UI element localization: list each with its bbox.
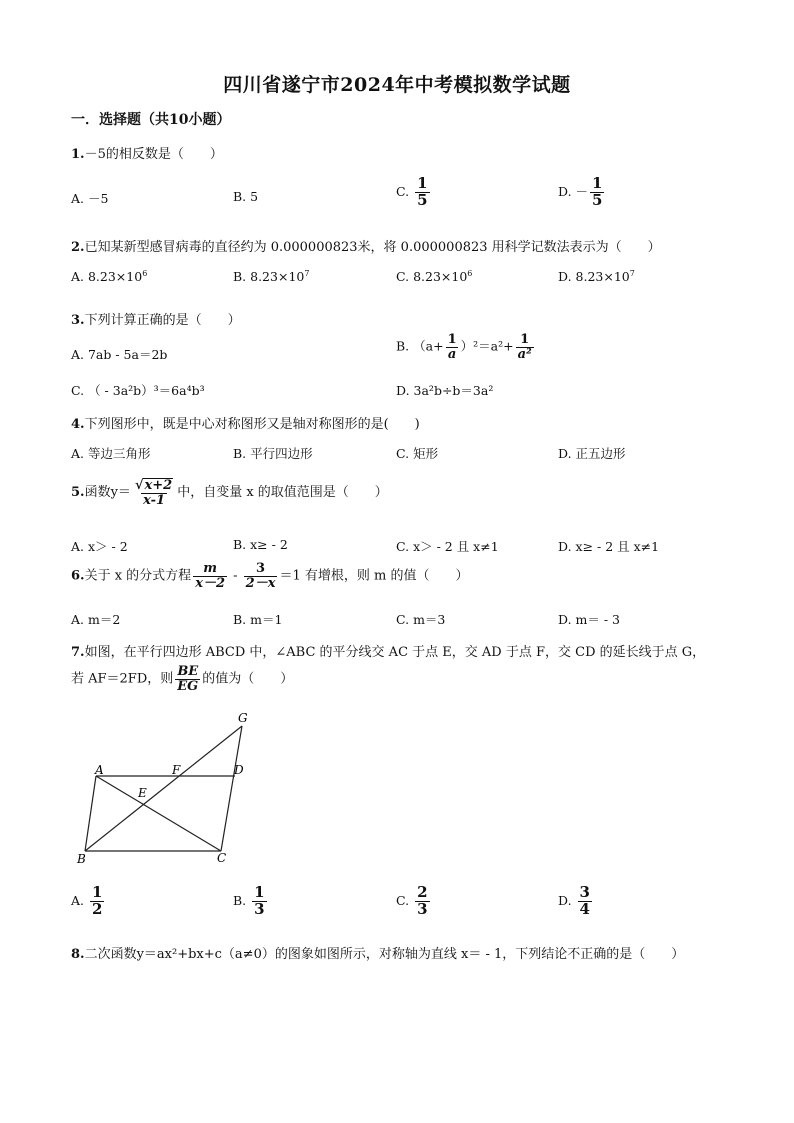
point-label-f: F — [172, 763, 181, 777]
numerator: 2 — [417, 883, 428, 901]
numerator: BE — [177, 664, 199, 679]
option-c — [396, 176, 432, 209]
denominator: 5 — [417, 190, 428, 209]
option-c: C. 矩形 — [396, 446, 439, 461]
denominator: a — [447, 346, 457, 362]
question-text: －5的相反数是（ ） — [84, 147, 223, 162]
option-d — [558, 176, 606, 209]
denominator: 2－x — [245, 575, 276, 591]
question-7 — [71, 641, 705, 660]
question-1 — [71, 143, 223, 162]
segment-ac — [96, 776, 221, 851]
question-number: 4. — [71, 417, 85, 432]
option-b: B. m＝1 — [233, 612, 283, 627]
question-text: 下列计算正确的是（ ） — [84, 313, 241, 328]
question-3 — [71, 309, 241, 328]
numerator: 3 — [256, 561, 266, 576]
exponent: 7 — [629, 269, 635, 278]
option-d: D. 3a²b÷b＝3a² — [396, 383, 494, 398]
segment-ab — [85, 776, 96, 851]
option-text: C. 8.23×10 — [396, 269, 468, 285]
option-a: A. 7ab - 5a＝2b — [71, 347, 168, 362]
question-number: 1. — [71, 147, 85, 162]
option-c: C. x＞ - 2 且 x≠1 — [396, 539, 499, 554]
option-d — [558, 269, 635, 284]
fraction — [578, 885, 592, 918]
question-text: 中，自变量 x 的取值范围是（ ） — [177, 485, 388, 501]
denominator: EG — [177, 678, 199, 694]
fraction — [590, 176, 604, 209]
question-text: 函数y＝ — [84, 485, 131, 501]
option-text: B. 8.23×10 — [233, 269, 305, 285]
fraction — [90, 885, 104, 918]
question-text: 已知某新型感冒病毒的直径约为 0.000000823米，将 0.000000823 用科学记数法表示为（ ） — [84, 240, 661, 255]
fraction — [193, 562, 227, 590]
denominator: x－2 — [195, 575, 225, 591]
option-a: A. －5 — [71, 191, 109, 206]
question-text: 关于 x 的分式方程 — [84, 568, 192, 584]
option-d — [558, 885, 594, 918]
question-text: ＝1 有增根，则 m 的值（ ） — [279, 568, 469, 584]
denominator: x-1 — [143, 492, 166, 508]
question-text: 的值为（ ） — [202, 671, 294, 687]
point-label-d: D — [234, 763, 244, 777]
denominator: 2 — [92, 899, 103, 918]
point-label-a: A — [95, 763, 104, 777]
numerator: 1 — [417, 174, 428, 192]
question-7-line-2 — [71, 665, 293, 693]
option-b — [233, 885, 269, 918]
numerator: 3 — [579, 883, 590, 901]
numerator: 1 — [447, 332, 457, 347]
fraction — [175, 665, 200, 693]
exponent: 6 — [467, 269, 473, 278]
fraction — [516, 333, 534, 361]
option-a: A. x＞ - 2 — [71, 539, 128, 554]
minus-sign: - — [228, 568, 242, 584]
numerator: m — [203, 561, 217, 576]
option-b: B. 5 — [233, 189, 259, 204]
option-text: ）²＝a²+ — [460, 338, 514, 354]
option-a: A. 等边三角形 — [71, 446, 151, 461]
denominator: 4 — [579, 899, 590, 918]
question-text: 下列图形中，既是中心对称图形又是轴对称图形的是( ) — [84, 417, 420, 432]
point-label-g: G — [238, 711, 248, 725]
option-c: C. （ - 3a²b）³＝6a⁴b³ — [71, 383, 205, 398]
exponent: 7 — [304, 269, 310, 278]
page-title: 四川省遂宁市2024年中考模拟数学试题 — [223, 74, 571, 96]
fraction — [252, 885, 266, 918]
fraction — [415, 885, 429, 918]
option-label: A. — [71, 892, 85, 908]
question-number: 5. — [71, 485, 85, 501]
segment-cg — [221, 726, 242, 851]
section-heading: 一．选择题（共10小题） — [71, 112, 231, 128]
question-text: 如图，在平行四边形 ABCD 中，∠ABC 的平分线交 AC 于点 E，交 AD 于点 F，交 CD 的延长线于点 G， — [84, 645, 706, 660]
question-number: 7. — [71, 645, 85, 660]
question-5 — [71, 478, 388, 507]
option-d: D. m＝ - 3 — [558, 612, 620, 627]
option-a — [71, 269, 147, 284]
denominator: 3 — [417, 899, 428, 918]
radicand: x+2 — [144, 478, 173, 493]
fraction — [415, 176, 429, 209]
option-b: B. x≥ - 2 — [233, 537, 288, 552]
segment-bg — [85, 726, 242, 851]
option-label: B. — [233, 892, 247, 908]
point-label-c: C — [217, 851, 227, 865]
option-label: D. — [558, 892, 572, 908]
question-number: 6. — [71, 568, 85, 584]
parallelogram-figure — [60, 705, 270, 870]
fraction — [133, 478, 175, 507]
point-label-b: B — [77, 852, 86, 866]
question-number: 2. — [71, 240, 85, 255]
option-text: B. （a+ — [396, 338, 444, 354]
option-text: A. 8.23×10 — [71, 269, 143, 285]
denominator: 5 — [592, 190, 603, 209]
numerator: 1 — [592, 174, 603, 192]
question-number: 8. — [71, 947, 85, 962]
numerator: √x+2 — [134, 478, 173, 493]
option-a — [71, 885, 106, 918]
option-d: D. 正五边形 — [558, 446, 626, 461]
option-c — [396, 885, 432, 918]
option-c — [396, 269, 472, 284]
option-b — [396, 333, 536, 361]
option-c: C. m＝3 — [396, 612, 446, 627]
option-b: B. 平行四边形 — [233, 446, 313, 461]
denominator: a² — [517, 346, 532, 362]
option-label: C. — [396, 892, 410, 908]
option-b — [233, 269, 309, 284]
point-label-e: E — [138, 786, 147, 800]
option-text: D. 8.23×10 — [558, 269, 630, 285]
numerator: 1 — [520, 332, 530, 347]
option-a: A. m＝2 — [71, 612, 121, 627]
fraction — [244, 562, 278, 590]
denominator: 3 — [254, 899, 265, 918]
exponent: 6 — [142, 269, 148, 278]
fraction — [446, 333, 459, 361]
numerator: 1 — [92, 883, 103, 901]
numerator: 1 — [254, 883, 265, 901]
question-text: 若 AF＝2FD，则 — [71, 671, 174, 687]
option-label: D. － — [558, 183, 589, 199]
question-4 — [71, 413, 420, 432]
question-2 — [71, 236, 661, 255]
question-number: 3. — [71, 313, 85, 328]
question-6 — [71, 562, 468, 590]
option-d: D. x≥ - 2 且 x≠1 — [558, 539, 660, 554]
question-text: 二次函数y＝ax²+bx+c（a≠0）的图象如图所示，对称轴为直线 x＝ - 1，下列结论不正确的是（ ） — [84, 947, 685, 962]
question-8 — [71, 943, 684, 962]
option-label: C. — [396, 183, 410, 199]
